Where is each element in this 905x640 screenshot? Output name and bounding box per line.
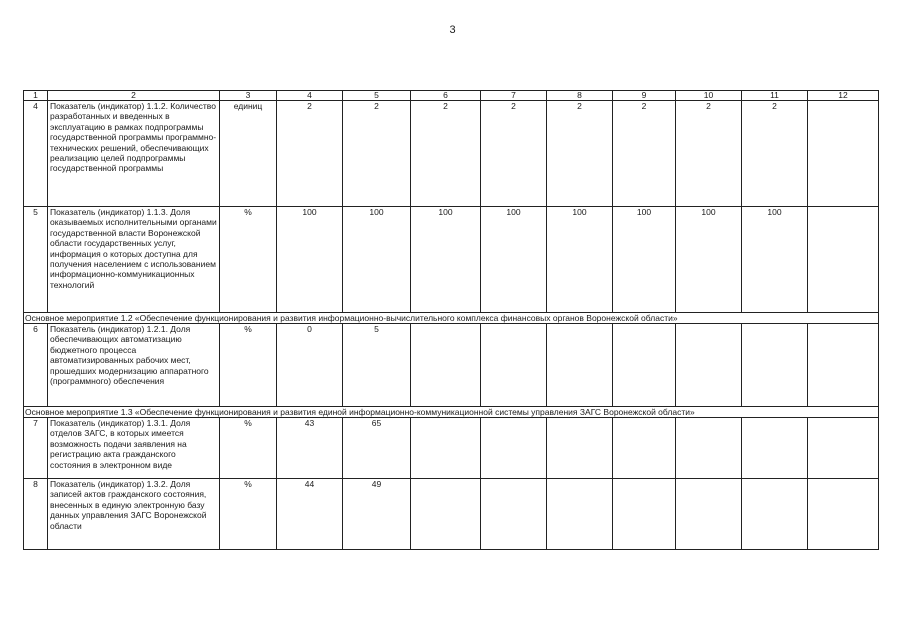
unit-cell: % xyxy=(220,324,277,407)
value-cell: 100 xyxy=(547,207,613,313)
section-title: Основное мероприятие 1.3 «Обеспечение функционирования и развития единой информационно-коммуникационной системы управления ЗАГС Воронежской области» xyxy=(24,407,879,418)
value-cell xyxy=(676,418,742,479)
column-header: 12 xyxy=(808,91,879,101)
row-number: 6 xyxy=(24,324,48,407)
section-title: Основное мероприятие 1.2 «Обеспечение функционирования и развития информационно-вычислительного комплекса финансовых органов Воронежской области» xyxy=(24,313,879,324)
column-header: 2 xyxy=(48,91,220,101)
table-row xyxy=(24,101,879,207)
value-cell: 2 xyxy=(481,101,547,207)
value-cell: 44 xyxy=(277,479,343,550)
section-row xyxy=(24,407,879,418)
value-cell: 2 xyxy=(343,101,411,207)
value-cell: 100 xyxy=(676,207,742,313)
indicator-name: Показатель (индикатор) 1.3.2. Доля записей актов гражданского состояния, внесенных в единую электронную базу данных управления ЗАГС Воронежской области xyxy=(48,479,220,550)
row-number: 8 xyxy=(24,479,48,550)
column-header: 3 xyxy=(220,91,277,101)
value-cell xyxy=(613,418,676,479)
column-header: 8 xyxy=(547,91,613,101)
value-cell: 100 xyxy=(411,207,481,313)
value-cell: 100 xyxy=(481,207,547,313)
value-cell xyxy=(481,324,547,407)
value-cell: 2 xyxy=(613,101,676,207)
value-cell xyxy=(808,101,879,207)
value-cell xyxy=(547,479,613,550)
value-cell xyxy=(411,324,481,407)
table-row xyxy=(24,418,879,479)
indicator-name: Показатель (индикатор) 1.3.1. Доля отделов ЗАГС, в которых имеется возможность подачи заявления на регистрацию акта гражданского состояния в электронном виде xyxy=(48,418,220,479)
value-cell: 0 xyxy=(277,324,343,407)
row-number: 4 xyxy=(24,101,48,207)
table-row xyxy=(24,479,879,550)
value-cell: 2 xyxy=(742,101,808,207)
table-header-row xyxy=(24,91,879,101)
value-cell xyxy=(676,479,742,550)
value-cell: 100 xyxy=(742,207,808,313)
value-cell xyxy=(742,479,808,550)
column-header: 11 xyxy=(742,91,808,101)
value-cell: 2 xyxy=(676,101,742,207)
value-cell: 2 xyxy=(277,101,343,207)
value-cell xyxy=(411,479,481,550)
value-cell xyxy=(808,324,879,407)
page-number: 3 xyxy=(449,24,456,36)
value-cell xyxy=(613,479,676,550)
value-cell: 2 xyxy=(547,101,613,207)
unit-cell: % xyxy=(220,479,277,550)
unit-cell: % xyxy=(220,207,277,313)
section-row xyxy=(24,313,879,324)
value-cell xyxy=(808,207,879,313)
table-row xyxy=(24,207,879,313)
value-cell xyxy=(742,324,808,407)
column-header: 6 xyxy=(411,91,481,101)
value-cell xyxy=(547,324,613,407)
value-cell xyxy=(613,324,676,407)
indicator-name: Показатель (индикатор) 1.1.2. Количество разработанных и введенных в эксплуатацию в рамках подпрограммы государственной программы программно-технических решений, обеспечивающих реализацию целей подпрограммы государственной программы xyxy=(48,101,220,207)
column-header: 7 xyxy=(481,91,547,101)
value-cell: 49 xyxy=(343,479,411,550)
indicator-name: Показатель (индикатор) 1.2.1. Доля обеспечивающих автоматизацию бюджетного процесса автоматизированных рабочих мест, прошедших модернизацию аппаратного (программного) обеспечения xyxy=(48,324,220,407)
column-header: 9 xyxy=(613,91,676,101)
value-cell: 43 xyxy=(277,418,343,479)
value-cell xyxy=(742,418,808,479)
value-cell: 5 xyxy=(343,324,411,407)
value-cell: 100 xyxy=(343,207,411,313)
value-cell xyxy=(676,324,742,407)
value-cell: 100 xyxy=(613,207,676,313)
indicator-name: Показатель (индикатор) 1.1.3. Доля оказываемых исполнительными органами государственной власти Воронежской области государственных услуг, информация о которых доступна для получения населением с использованием информационно-коммуникационных технологий xyxy=(48,207,220,313)
value-cell: 100 xyxy=(277,207,343,313)
unit-cell: единиц xyxy=(220,101,277,207)
column-header: 10 xyxy=(676,91,742,101)
unit-cell: % xyxy=(220,418,277,479)
value-cell: 2 xyxy=(411,101,481,207)
value-cell xyxy=(808,418,879,479)
value-cell xyxy=(411,418,481,479)
value-cell xyxy=(481,479,547,550)
table-row xyxy=(24,324,879,407)
column-header: 5 xyxy=(343,91,411,101)
row-number: 5 xyxy=(24,207,48,313)
value-cell xyxy=(547,418,613,479)
row-number: 7 xyxy=(24,418,48,479)
value-cell: 65 xyxy=(343,418,411,479)
column-header: 4 xyxy=(277,91,343,101)
value-cell xyxy=(808,479,879,550)
indicators-table xyxy=(23,90,879,550)
column-header: 1 xyxy=(24,91,48,101)
value-cell xyxy=(481,418,547,479)
